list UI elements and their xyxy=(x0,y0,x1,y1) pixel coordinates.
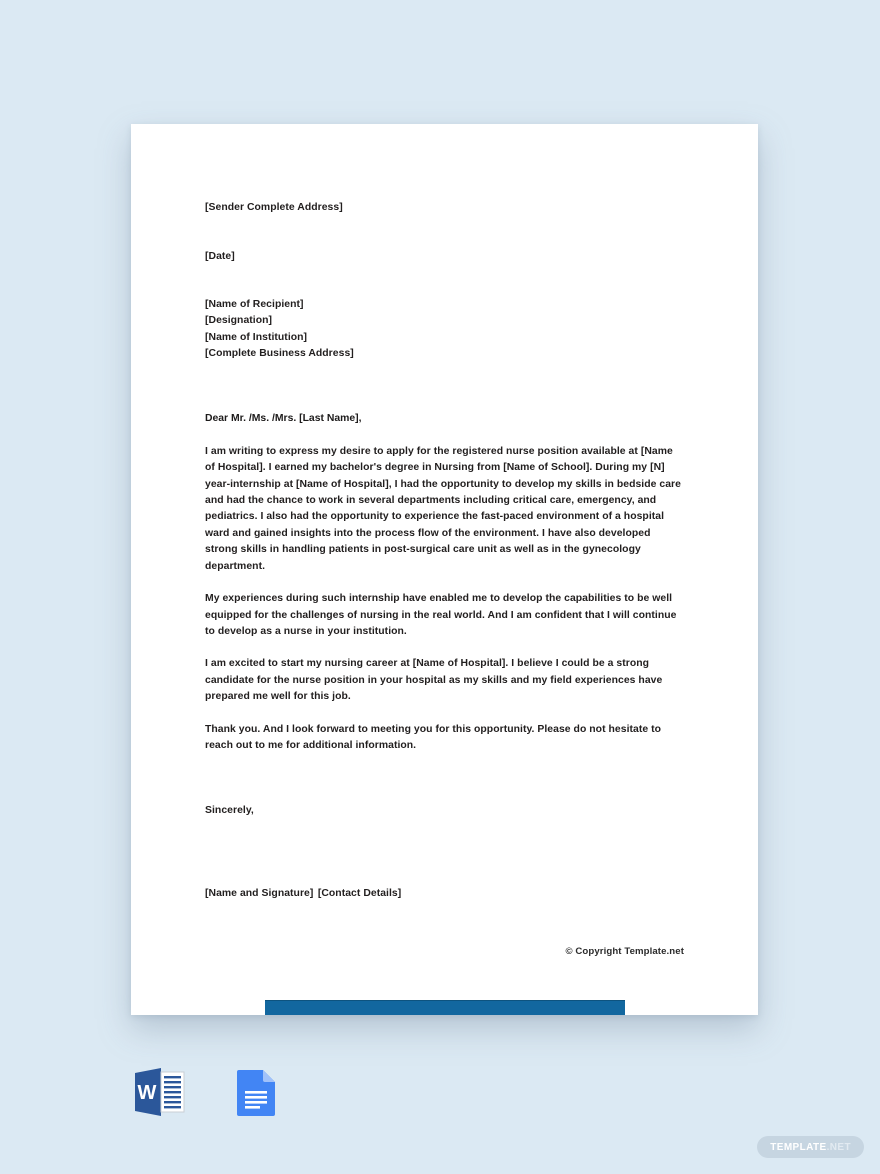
signature-contact: [Contact Details] xyxy=(317,887,402,899)
spacer-signature xyxy=(205,820,684,883)
recipient-block xyxy=(205,297,684,363)
template-net-watermark xyxy=(757,1136,864,1158)
signature-block xyxy=(205,883,684,902)
body-paragraph-4: Thank you. And I look forward to meeting you for this opportunity. Please do not hesitate to reach out to me for additional information. xyxy=(205,723,662,751)
spacer-after-date xyxy=(205,266,684,297)
footer-accent-bar xyxy=(265,1000,625,1015)
signoff: Sincerely, xyxy=(205,805,254,817)
body-paragraph-3: I am excited to start my nursing career at [Name of Hospital]. I believe I could be a strong candidate for the nurse position in your hospital as my skills and my field experiences have prepared me well for this job. xyxy=(205,658,663,703)
spacer-after-salutation xyxy=(205,428,684,444)
spacer-after-sender xyxy=(205,216,684,249)
spacer-before-signoff xyxy=(205,754,684,803)
letter-page xyxy=(131,124,758,1015)
letter-body xyxy=(205,200,684,902)
recipient-designation: [Designation] xyxy=(205,315,273,327)
letter-date: [Date] xyxy=(205,251,235,263)
spacer-paragraph-2 xyxy=(205,640,684,656)
recipient-institution: [Name of Institution] xyxy=(205,331,308,343)
spacer-paragraph-3 xyxy=(205,706,684,722)
download-format-icons xyxy=(131,1062,331,1122)
signature-name: [Name and Signature] xyxy=(205,887,314,899)
copyright-notice: © Copyright Template.net xyxy=(565,946,684,957)
document-page-container xyxy=(131,124,758,1015)
body-paragraph-1: I am writing to express my desire to apply for the registered nurse position available at [Name of Hospital]. I earned my bachelor's degree in Nursing from [Name of School]. During my [N] year-internship at [Name of Hospital], I had the opportunity to develop my skills in bedside care and had the chance to work in several departments including critical care, emergency, and pediatrics. I also had the opportunity to experience the fast-paced environment of a hospital ward and gained insights into the process flow of the environment. I have also developed strong skills in handling patients in post-surgical care unit as well as in the gynecology department. xyxy=(205,445,681,572)
sender-address: [Sender Complete Address] xyxy=(205,202,343,213)
microsoft-word-icon[interactable] xyxy=(131,1063,189,1121)
salutation: Dear Mr. /Ms. /Mrs. [Last Name], xyxy=(205,413,362,425)
body-paragraph-2: My experiences during such internship have enabled me to develop the capabilities to be well equipped for the challenges of nursing in the real world. And I am confident that I will continue to develop as a nurse in your institution. xyxy=(205,593,677,637)
watermark-tld: .NET xyxy=(826,1141,851,1153)
recipient-address: [Complete Business Address] xyxy=(205,348,354,360)
svg-text:W: W xyxy=(137,1082,157,1104)
recipient-name: [Name of Recipient] xyxy=(205,298,304,310)
spacer-before-salutation xyxy=(205,362,684,411)
spacer-paragraph-1 xyxy=(205,575,684,591)
google-docs-icon[interactable] xyxy=(227,1063,285,1121)
watermark-brand: TEMPLATE xyxy=(770,1141,827,1153)
